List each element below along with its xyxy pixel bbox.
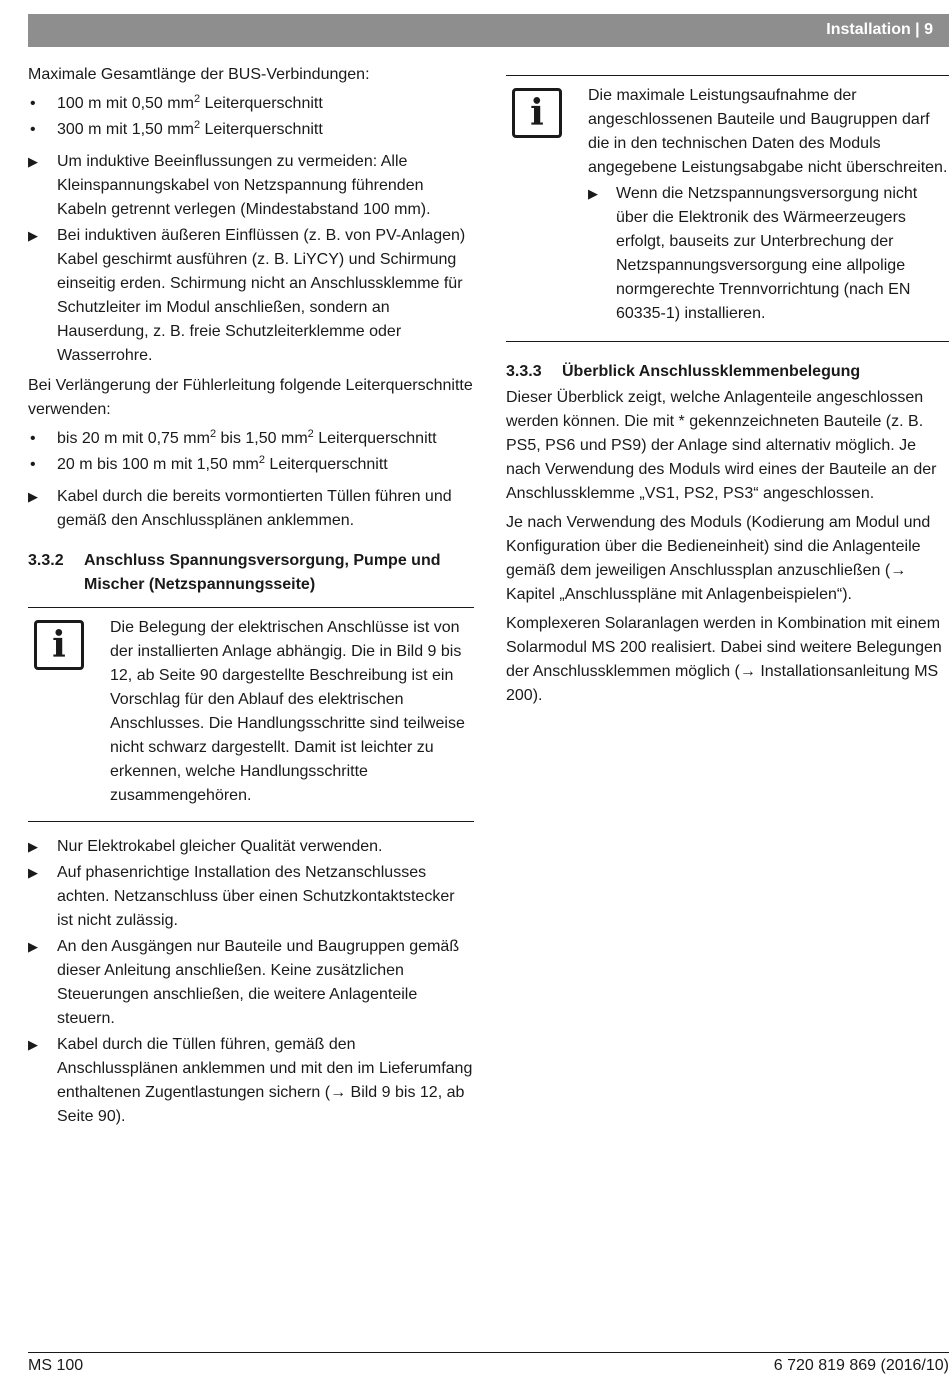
- bullet-glyph: •: [30, 430, 36, 447]
- list-item: [28, 453, 474, 477]
- instruction-steps: [28, 835, 474, 1129]
- list-item: [28, 92, 474, 116]
- page-header-title: Installation | 9: [826, 21, 933, 38]
- footer-doc-number: 6 720 819 869 (2016/10): [773, 1357, 949, 1374]
- sensor-intro: Bei Verlängerung der Fühlerleitung folgende Leiterquerschnitte verwenden:: [28, 377, 473, 418]
- superscript: 2: [258, 454, 265, 466]
- instruction-step: [28, 935, 474, 1031]
- instruction-step: [28, 1033, 474, 1129]
- list-item-text: bis 20 m mit 0,75 mm: [57, 430, 210, 447]
- step-text: Auf phasenrichtige Installation des Netzanschlusses achten. Netzanschluss über einen Schutzkontaktstecker ist nicht zulässig.: [57, 864, 455, 929]
- step-arrow-icon: ▶: [28, 228, 38, 243]
- bus-length-list: [28, 92, 474, 142]
- section-heading-3-3-3: [506, 360, 949, 384]
- bullet-glyph: •: [30, 456, 36, 473]
- instruction-step: [588, 182, 949, 326]
- list-item: [28, 118, 474, 142]
- left-column: [28, 63, 474, 1135]
- step-arrow-icon: ▶: [28, 154, 38, 169]
- instruction-step: [28, 224, 474, 368]
- list-item-text: Leiterquerschnitt: [264, 456, 388, 473]
- list-item-text: bis 1,50 mm: [216, 430, 308, 447]
- paragraph: Dieser Überblick zeigt, welche Anlagenteile angeschlossen werden können. Die mit * gekennzeichneten Bauteile (z. B. PS5, PS6 und PS9) der Anlage sind alternativ möglich. Je nach Verwendung des Moduls wird eines der Bauteile an der Anschlussklemme „VS1, PS2, PS3“ angeschlossen.: [506, 389, 937, 502]
- list-item-text: Leiterquerschnitt: [313, 430, 437, 447]
- list-item: [28, 427, 474, 451]
- section-title: Überblick Anschlussklemmenbelegung: [562, 363, 861, 380]
- step-text: Kabel durch die bereits vormontierten Tüllen führen und gemäß den Anschlussplänen anklemmen.: [57, 488, 452, 529]
- instruction-steps: [28, 485, 474, 533]
- section-number: 3.3.2: [28, 552, 64, 569]
- instruction-steps: [588, 182, 949, 326]
- bullet-glyph: •: [30, 95, 36, 112]
- paragraph: Komplexeren Solaranlagen werden in Kombination mit einem Solarmodul MS 200 realisiert. Dabei sind weitere Belegungen der Anschlussklemmen möglich (→ Installationsanleitung MS 200).: [506, 615, 942, 704]
- bus-intro: Maximale Gesamtlänge der BUS-Verbindungen:: [28, 66, 370, 83]
- instruction-step: [28, 485, 474, 533]
- superscript: 2: [193, 119, 201, 131]
- step-arrow-icon: ▶: [28, 939, 38, 954]
- step-arrow-icon: ▶: [28, 865, 38, 880]
- info-box: [28, 607, 474, 822]
- step-arrow-icon: ▶: [588, 186, 598, 201]
- list-item-text: 100 m mit 0,50 mm: [57, 95, 194, 112]
- instruction-step: [28, 835, 474, 859]
- step-text: Um induktive Beeinflussungen zu vermeiden: Alle Kleinspannungskabel von Netzspannung führenden Kabeln getrennt verlegen (Mindestabstand 100 mm).: [57, 153, 431, 218]
- step-text: Bei induktiven äußeren Einflüssen (z. B. von PV-Anlagen) Kabel geschirmt ausführen (z. B. LiYCY) und Schirmung einseitig erden. Schirmung nicht an Anschlussklemme für Schutzleiter im Modul anschließen, sondern an Hauserdung, z. B. freie Schutzleiterklemme oder Wasserrohre.: [57, 227, 466, 364]
- info-text: Die maximale Leistungsaufnahme der angeschlossenen Bauteile und Baugruppen darf die in den technischen Daten des Moduls angegebene Leistungsabgabe nicht überschreiten.: [588, 87, 948, 176]
- step-arrow-icon: ▶: [28, 489, 38, 504]
- header-bar: [28, 14, 949, 47]
- info-text: Die Belegung der elektrischen Anschlüsse ist von der installierten Anlage abhängig. Die in Bild 9 bis 12, ab Seite 90 dargestellte Beschreibung ist ein Vorschlag für den Ablauf des elektrischen Anschlusses. Die Handlungsschritte sind teilweise nicht schwarz dargestellt. Damit ist leichter zu erkennen, welche Handlungsschritte zusammengehören.: [110, 619, 465, 804]
- section-title: Anschluss Spannungsversorgung, Pumpe und Mischer (Netzspannungsseite): [84, 552, 441, 593]
- superscript: 2: [307, 428, 314, 440]
- list-item-text: Leiterquerschnitt: [200, 121, 323, 138]
- list-item-text: Leiterquerschnitt: [200, 95, 323, 112]
- section-heading-3-3-2: [28, 549, 474, 597]
- instruction-steps: [28, 150, 474, 368]
- section-number: 3.3.3: [506, 363, 542, 380]
- info-box: [506, 75, 949, 342]
- footer-divider: [28, 1352, 949, 1353]
- sensor-cable-list: [28, 427, 474, 477]
- footer-product: MS 100: [28, 1357, 84, 1374]
- superscript: 2: [209, 428, 217, 440]
- step-text: Wenn die Netzspannungsversorgung nicht über die Elektronik des Wärmeerzeugers erfolgt, bauseits zur Unterbrechung der Netzspannungsversorgung eine allpolige normgerechte Trennvorrichtung (nach EN 60335-1) installieren.: [616, 185, 918, 322]
- bullet-glyph: •: [30, 121, 36, 138]
- list-item-text: 300 m mit 1,50 mm: [57, 121, 194, 138]
- step-text: Nur Elektrokabel gleicher Qualität verwenden.: [57, 838, 383, 855]
- step-text: Kabel durch die Tüllen führen, gemäß den Anschlussplänen anklemmen und mit den im Lieferumfang enthaltenen Zugentlastungen sichern (→ Bild 9 bis 12, ab Seite 90).: [57, 1036, 473, 1125]
- list-item-text: 20 m bis 100 m mit 1,50 mm: [57, 456, 259, 473]
- superscript: 2: [193, 93, 201, 105]
- step-text: An den Ausgängen nur Bauteile und Baugruppen gemäß dieser Anleitung anschließen. Keine zusätzlichen Steuerungen anschließen, die weitere Anlagenteile steuern.: [57, 938, 460, 1027]
- instruction-step: [28, 150, 474, 222]
- info-icon: i: [34, 620, 84, 670]
- right-column: [506, 75, 949, 713]
- step-arrow-icon: ▶: [28, 1037, 38, 1052]
- instruction-step: [28, 861, 474, 933]
- info-icon: i: [512, 88, 562, 138]
- step-arrow-icon: ▶: [28, 839, 38, 854]
- paragraph: Je nach Verwendung des Moduls (Kodierung am Modul und Konfiguration über die Bedieneinheit) sind die Anlagenteile gemäß dem jeweiligen Anschlussplan anzuschließen (→ Kapitel „Anschlusspläne mit Anlagenbeispielen“).: [506, 514, 931, 603]
